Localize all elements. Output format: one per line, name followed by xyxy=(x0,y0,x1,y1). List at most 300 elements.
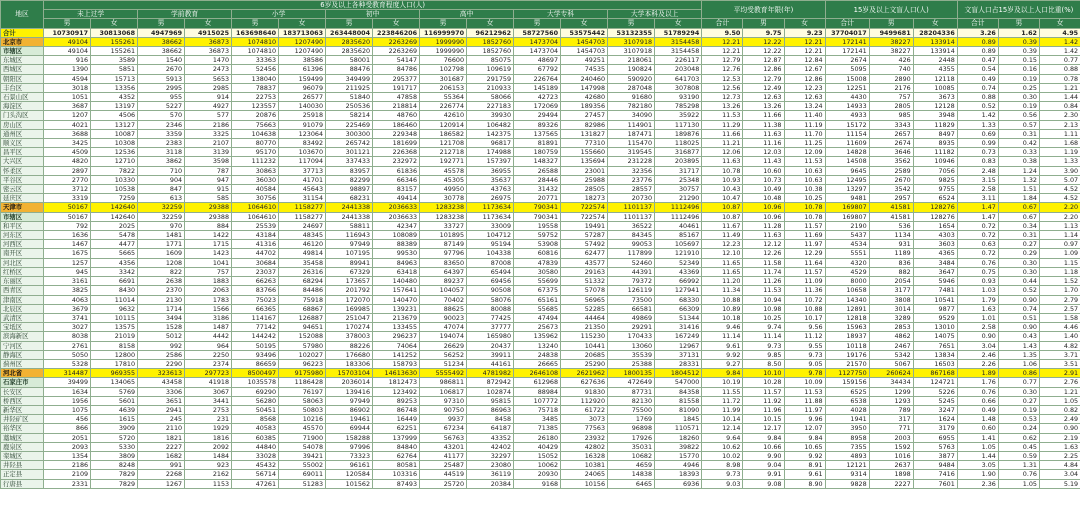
table-cell[interactable]: 96223 xyxy=(279,359,326,368)
row-region-name[interactable]: 河东区 xyxy=(1,231,44,240)
table-cell[interactable]: 3.71 xyxy=(1039,350,1080,359)
table-cell[interactable]: 96161 xyxy=(326,461,373,470)
table-cell[interactable]: 53132355 xyxy=(608,28,655,37)
table-cell[interactable]: 10115 xyxy=(91,313,138,322)
table-cell[interactable]: 0.15 xyxy=(998,56,1039,65)
table-cell[interactable]: 0.52 xyxy=(998,286,1039,295)
table-cell[interactable]: 22753 xyxy=(232,93,279,102)
table-cell[interactable]: 1074810 xyxy=(232,47,279,56)
table-cell[interactable]: 8935 xyxy=(913,139,957,148)
table-cell[interactable]: 141252 xyxy=(373,350,420,359)
row-region-name[interactable]: 武清区 xyxy=(1,313,44,322)
table-cell[interactable]: 1714 xyxy=(138,304,185,313)
table-cell[interactable]: 19176 xyxy=(825,350,869,359)
table-cell[interactable]: 47839 xyxy=(514,258,561,267)
table-cell[interactable]: 169807 xyxy=(825,212,869,221)
header-male[interactable]: 男 xyxy=(326,19,373,28)
table-cell[interactable]: 301121 xyxy=(326,148,373,157)
table-cell[interactable]: 44161 xyxy=(467,359,514,368)
table-cell[interactable]: 26588 xyxy=(514,166,561,175)
table-cell[interactable]: 2290 xyxy=(138,359,185,368)
table-cell[interactable]: 95194 xyxy=(467,240,514,249)
table-cell[interactable]: 159156 xyxy=(825,378,869,387)
table-cell[interactable]: 19461 xyxy=(326,415,373,424)
table-cell[interactable]: 38227 xyxy=(869,37,913,46)
table-cell[interactable]: 58811 xyxy=(326,221,373,230)
table-cell[interactable]: 0.67 xyxy=(998,203,1039,212)
table-cell[interactable]: 5720 xyxy=(91,433,138,442)
table-cell[interactable]: 106817 xyxy=(420,387,467,396)
table-cell[interactable]: 25720 xyxy=(420,479,467,488)
table-cell[interactable]: 9937 xyxy=(420,415,467,424)
table-cell[interactable]: 2176 xyxy=(869,83,913,92)
table-cell[interactable]: 0.74 xyxy=(998,304,1039,313)
header-illiterate-ratio[interactable]: 文盲人口占15岁及以上人口比重(%) xyxy=(957,1,1080,19)
table-cell[interactable]: 155660 xyxy=(561,148,608,157)
table-cell[interactable]: 61396 xyxy=(279,65,326,74)
table-cell[interactable]: 11.99 xyxy=(702,405,743,414)
table-cell[interactable]: 231 xyxy=(185,415,232,424)
table-cell[interactable]: 44840 xyxy=(232,442,279,451)
table-cell[interactable]: 88389 xyxy=(373,240,420,249)
table-cell[interactable]: 7259 xyxy=(91,194,138,203)
table-row[interactable] xyxy=(1,166,1080,175)
table-cell[interactable]: 139231 xyxy=(373,304,420,313)
table-cell[interactable]: 114167 xyxy=(232,313,279,322)
table-cell[interactable]: 52456 xyxy=(232,65,279,74)
table-cell[interactable]: 42723 xyxy=(514,93,561,102)
table-cell[interactable]: 7416 xyxy=(913,470,957,479)
table-cell[interactable]: 2109 xyxy=(44,470,91,479)
table-cell[interactable]: 4021 xyxy=(44,120,91,129)
table-cell[interactable]: 3494 xyxy=(138,313,185,322)
row-region-name[interactable]: 津南区 xyxy=(1,295,44,304)
table-cell[interactable]: 4529 xyxy=(825,267,869,276)
table-cell[interactable]: 51283 xyxy=(279,479,326,488)
table-cell[interactable]: 2110 xyxy=(138,424,185,433)
table-cell[interactable]: 1654 xyxy=(913,221,957,230)
table-cell[interactable]: 231228 xyxy=(608,157,655,166)
table-cell[interactable]: 78837 xyxy=(232,83,279,92)
table-cell[interactable]: 64187 xyxy=(467,424,514,433)
table-cell[interactable]: 41316 xyxy=(232,240,279,249)
table-cell[interactable]: 17926 xyxy=(608,433,655,442)
table-cell[interactable]: 15770 xyxy=(655,451,702,460)
table-cell[interactable]: 35922 xyxy=(655,111,702,120)
table-cell[interactable]: 13.24 xyxy=(784,102,825,111)
table-cell[interactable]: 21019 xyxy=(91,332,138,341)
table-cell[interactable]: 2346 xyxy=(138,120,185,129)
table-cell[interactable]: 170274 xyxy=(326,323,373,332)
table-cell[interactable]: 11.34 xyxy=(702,286,743,295)
table-cell[interactable]: 51344 xyxy=(655,313,702,322)
table-cell[interactable]: 79372 xyxy=(608,277,655,286)
table-cell[interactable]: 8568 xyxy=(232,415,279,424)
table-cell[interactable]: 1390 xyxy=(44,65,91,74)
table-cell[interactable]: 117094 xyxy=(279,157,326,166)
table-cell[interactable]: 9.96 xyxy=(784,415,825,424)
table-cell[interactable]: 2670 xyxy=(869,175,913,184)
table-cell[interactable]: 12.21 xyxy=(702,47,743,56)
row-region-name[interactable]: 南开区 xyxy=(1,249,44,258)
table-cell[interactable]: 76197 xyxy=(279,387,326,396)
table-cell[interactable]: 296237 xyxy=(373,332,420,341)
table-cell[interactable]: 12.21 xyxy=(784,37,825,46)
table-cell[interactable]: 8248 xyxy=(91,461,138,470)
table-cell[interactable]: 49104 xyxy=(44,37,91,46)
table-cell[interactable]: 0.90 xyxy=(998,323,1039,332)
table-cell[interactable]: 1186428 xyxy=(279,378,326,387)
table-cell[interactable]: 12.12 xyxy=(743,240,784,249)
table-cell[interactable]: 1.03 xyxy=(957,286,998,295)
table-cell[interactable]: 157397 xyxy=(467,157,514,166)
row-region-name[interactable]: 桥西区 xyxy=(1,396,44,405)
table-cell[interactable]: 4477 xyxy=(91,240,138,249)
table-cell[interactable]: 4430 xyxy=(825,93,869,102)
table-cell[interactable]: 23037 xyxy=(232,267,279,276)
table-row[interactable] xyxy=(1,405,1080,414)
table-cell[interactable]: 10.25 xyxy=(743,313,784,322)
table-cell[interactable]: 167249 xyxy=(655,332,702,341)
table-cell[interactable]: 782180 xyxy=(608,102,655,111)
table-cell[interactable]: 0.76 xyxy=(998,470,1039,479)
table-row[interactable] xyxy=(1,258,1080,267)
table-cell[interactable]: 426 xyxy=(869,56,913,65)
table-cell[interactable]: 456 xyxy=(44,415,91,424)
table-cell[interactable]: 1.48 xyxy=(957,415,998,424)
table-cell[interactable]: 10381 xyxy=(561,461,608,470)
table-cell[interactable]: 10.88 xyxy=(702,295,743,304)
table-cell[interactable]: 68231 xyxy=(326,194,373,203)
table-cell[interactable]: 1812473 xyxy=(373,378,420,387)
table-row[interactable] xyxy=(1,387,1080,396)
table-cell[interactable]: 10330 xyxy=(91,175,138,184)
table-cell[interactable]: 43201 xyxy=(420,442,467,451)
table-cell[interactable]: 627636 xyxy=(561,378,608,387)
table-cell[interactable]: 10.15 xyxy=(743,415,784,424)
table-cell[interactable]: 2897 xyxy=(44,166,91,175)
table-row[interactable] xyxy=(1,359,1080,368)
table-row[interactable] xyxy=(1,415,1080,424)
table-cell[interactable]: 5551 xyxy=(825,249,869,258)
table-cell[interactable]: 297723 xyxy=(185,369,232,378)
table-cell[interactable]: 1016 xyxy=(869,451,913,460)
table-cell[interactable]: 212718 xyxy=(420,148,467,157)
table-cell[interactable]: 33363 xyxy=(232,56,279,65)
table-cell[interactable]: 12.17 xyxy=(743,424,784,433)
table-cell[interactable]: 12891 xyxy=(825,304,869,313)
table-cell[interactable]: 49251 xyxy=(561,56,608,65)
table-cell[interactable]: 98897 xyxy=(326,185,373,194)
table-cell[interactable]: 12.22 xyxy=(743,47,784,56)
table-cell[interactable]: 38662 xyxy=(138,47,185,56)
table-cell[interactable]: 5665 xyxy=(91,249,138,258)
table-cell[interactable]: 2995 xyxy=(138,83,185,92)
table-cell[interactable]: 118025 xyxy=(655,139,702,148)
table-cell[interactable]: 1715 xyxy=(185,240,232,249)
table-cell[interactable]: 10.19 xyxy=(702,378,743,387)
header-avg-years[interactable]: 平均受教育年限(年) xyxy=(702,1,825,19)
table-cell[interactable]: 787 xyxy=(185,166,232,175)
table-cell[interactable]: 2054 xyxy=(869,277,913,286)
row-region-name[interactable]: 静海区 xyxy=(1,350,44,359)
table-cell[interactable]: 37704017 xyxy=(825,28,869,37)
table-cell[interactable]: 56763 xyxy=(420,433,467,442)
row-region-name[interactable]: 石景山区 xyxy=(1,93,44,102)
table-cell[interactable]: 43763 xyxy=(467,185,514,194)
row-region-name[interactable]: 河北区 xyxy=(1,258,44,267)
table-cell[interactable]: 71385 xyxy=(514,424,561,433)
table-cell[interactable]: 641703 xyxy=(655,74,702,83)
table-cell[interactable]: 66263 xyxy=(232,277,279,286)
table-cell[interactable]: 1956 xyxy=(44,396,91,405)
table-cell[interactable]: 23001 xyxy=(561,166,608,175)
table-cell[interactable]: 12.21 xyxy=(784,47,825,56)
table-cell[interactable]: 12.84 xyxy=(784,56,825,65)
table-cell[interactable]: 61836 xyxy=(373,166,420,175)
table-cell[interactable]: 2985 xyxy=(185,83,232,92)
table-cell[interactable]: 11.26 xyxy=(743,277,784,286)
row-region-name[interactable]: 市辖区 xyxy=(1,212,44,221)
table-cell[interactable]: 2227 xyxy=(138,442,185,451)
table-cell[interactable]: 47261 xyxy=(232,479,279,488)
table-cell[interactable]: 6524 xyxy=(913,194,957,203)
table-cell[interactable]: 882 xyxy=(869,267,913,276)
table-cell[interactable]: 49950 xyxy=(420,185,467,194)
table-cell[interactable]: 88984 xyxy=(514,387,561,396)
table-cell[interactable]: 5226 xyxy=(913,387,957,396)
table-cell[interactable]: 3877 xyxy=(913,451,957,460)
table-cell[interactable]: 1484 xyxy=(185,451,232,460)
table-cell[interactable]: 1.47 xyxy=(957,203,998,212)
table-cell[interactable]: 11.67 xyxy=(702,221,743,230)
table-cell[interactable]: 183306 xyxy=(326,359,373,368)
table-cell[interactable]: 12.26 xyxy=(743,249,784,258)
table-cell[interactable]: 10.60 xyxy=(743,166,784,175)
header-male[interactable]: 男 xyxy=(998,19,1039,28)
table-cell[interactable]: 139416 xyxy=(326,387,373,396)
table-cell[interactable]: 2250 xyxy=(185,350,232,359)
table-cell[interactable]: 0.89 xyxy=(957,37,998,46)
table-cell[interactable]: 10.62 xyxy=(702,442,743,451)
table-cell[interactable]: 68330 xyxy=(655,295,702,304)
table-cell[interactable]: 1267 xyxy=(138,479,185,488)
table-cell[interactable]: 1101137 xyxy=(608,203,655,212)
table-cell[interactable]: 12.23 xyxy=(702,240,743,249)
table-cell[interactable]: 1769 xyxy=(608,415,655,424)
table-cell[interactable]: 115470 xyxy=(608,139,655,148)
table-cell[interactable]: 2186 xyxy=(44,461,91,470)
row-region-name[interactable]: 丰台区 xyxy=(1,83,44,92)
table-cell[interactable]: 108089 xyxy=(373,231,420,240)
table-cell[interactable]: 1481 xyxy=(138,231,185,240)
table-cell[interactable]: 3186 xyxy=(185,313,232,322)
table-cell[interactable]: 4781982 xyxy=(467,369,514,378)
table-cell[interactable]: 4509 xyxy=(44,148,91,157)
table-cell[interactable]: 0.76 xyxy=(957,387,998,396)
table-cell[interactable]: 23932 xyxy=(561,433,608,442)
table-cell[interactable]: 3014 xyxy=(869,304,913,313)
table-cell[interactable]: 4442 xyxy=(185,332,232,341)
table-cell[interactable]: 3247 xyxy=(913,405,957,414)
table-cell[interactable]: 147998 xyxy=(561,83,608,92)
row-region-name[interactable]: 河北省 xyxy=(1,369,44,378)
table-cell[interactable]: 28204336 xyxy=(913,28,957,37)
table-cell[interactable]: 11.49 xyxy=(702,231,743,240)
table-cell[interactable]: 49414 xyxy=(373,194,420,203)
table-cell[interactable]: 66346 xyxy=(373,175,420,184)
table-cell[interactable]: 41918 xyxy=(185,378,232,387)
row-region-name[interactable]: 市辖区 xyxy=(1,47,44,56)
table-cell[interactable]: 96898 xyxy=(608,424,655,433)
table-cell[interactable]: 39930 xyxy=(467,111,514,120)
table-cell[interactable]: 3027 xyxy=(44,323,91,332)
header-education-group[interactable]: 6岁及以上各种受教育程度人口(人) xyxy=(44,1,702,10)
header-male[interactable]: 男 xyxy=(608,19,655,28)
row-region-name[interactable]: 鹿泉区 xyxy=(1,442,44,451)
table-cell[interactable]: 112920 xyxy=(561,396,608,405)
table-row[interactable] xyxy=(1,442,1080,451)
table-cell[interactable]: 26577 xyxy=(279,93,326,102)
table-cell[interactable]: 0.30 xyxy=(998,258,1039,267)
table-cell[interactable]: 21290 xyxy=(655,194,702,203)
table-cell[interactable]: 5437 xyxy=(825,231,869,240)
table-cell[interactable]: 1.33 xyxy=(957,120,998,129)
table-cell[interactable]: 97310 xyxy=(420,396,467,405)
table-cell[interactable]: 67792 xyxy=(514,65,561,74)
table-cell[interactable]: 1207490 xyxy=(279,47,326,56)
table-cell[interactable]: 0.82 xyxy=(1039,405,1080,414)
table-cell[interactable]: 213679 xyxy=(373,313,420,322)
table-row[interactable] xyxy=(1,56,1080,65)
table-cell[interactable]: 1.63 xyxy=(957,304,998,313)
table-cell[interactable]: 3139 xyxy=(185,148,232,157)
table-cell[interactable]: 0.39 xyxy=(998,37,1039,46)
table-cell[interactable]: 1.68 xyxy=(1039,139,1080,148)
table-cell[interactable]: 37777 xyxy=(467,323,514,332)
table-cell[interactable]: 3825 xyxy=(44,286,91,295)
table-cell[interactable]: 1.01 xyxy=(957,313,998,322)
table-cell[interactable]: 2448 xyxy=(913,56,957,65)
table-cell[interactable]: 3688 xyxy=(44,129,91,138)
table-cell[interactable]: 15963 xyxy=(825,323,869,332)
table-cell[interactable]: 51332 xyxy=(561,277,608,286)
table-cell[interactable]: 13297 xyxy=(825,185,869,194)
table-cell[interactable]: 4594 xyxy=(44,74,91,83)
table-cell[interactable]: 2441338 xyxy=(326,203,373,212)
table-cell[interactable]: 1929 xyxy=(185,424,232,433)
table-cell[interactable]: 945 xyxy=(44,267,91,276)
table-cell[interactable]: 3359 xyxy=(138,129,185,138)
table-row[interactable] xyxy=(1,120,1080,129)
table-cell[interactable]: 163698640 xyxy=(232,28,279,37)
table-cell[interactable]: 0.89 xyxy=(957,47,998,56)
table-cell[interactable]: 5851 xyxy=(91,65,138,74)
table-cell[interactable]: 102027 xyxy=(279,350,326,359)
table-cell[interactable]: 9.73 xyxy=(743,341,784,350)
table-cell[interactable]: 109619 xyxy=(467,65,514,74)
table-cell[interactable]: 790341 xyxy=(514,203,561,212)
table-cell[interactable]: 14828 xyxy=(825,148,869,157)
table-cell[interactable]: 20384 xyxy=(467,479,514,488)
table-cell[interactable]: 189876 xyxy=(655,129,702,138)
table-cell[interactable]: 48697 xyxy=(514,56,561,65)
table-cell[interactable]: 18393 xyxy=(655,470,702,479)
table-cell[interactable]: 785298 xyxy=(655,102,702,111)
table-cell[interactable]: 2107 xyxy=(185,139,232,148)
table-cell[interactable]: 169807 xyxy=(825,203,869,212)
table-cell[interactable]: 107195 xyxy=(326,249,373,258)
table-cell[interactable]: 40583 xyxy=(232,424,279,433)
table-cell[interactable]: 710 xyxy=(138,166,185,175)
table-cell[interactable]: 0.30 xyxy=(998,93,1039,102)
table-cell[interactable]: 114901 xyxy=(608,120,655,129)
table-cell[interactable]: 9.03 xyxy=(702,479,743,488)
table-cell[interactable]: 37713 xyxy=(279,166,326,175)
table-cell[interactable]: 135694 xyxy=(561,157,608,166)
table-cell[interactable]: 0.49 xyxy=(957,405,998,414)
table-cell[interactable]: 223846206 xyxy=(373,28,420,37)
table-cell[interactable]: 14508 xyxy=(825,157,869,166)
table-cell[interactable]: 133914 xyxy=(913,47,957,56)
table-cell[interactable]: 24697 xyxy=(279,221,326,230)
table-cell[interactable]: 0.88 xyxy=(957,93,998,102)
row-region-name[interactable]: 通州区 xyxy=(1,129,44,138)
table-cell[interactable]: 9.55 xyxy=(784,341,825,350)
table-cell[interactable]: 86963 xyxy=(467,405,514,414)
table-cell[interactable]: 0.33 xyxy=(998,148,1039,157)
row-region-name[interactable]: 房山区 xyxy=(1,120,44,129)
table-cell[interactable]: 20437 xyxy=(467,341,514,350)
table-cell[interactable]: 1.35 xyxy=(998,350,1039,359)
table-cell[interactable]: 52460 xyxy=(608,258,655,267)
table-cell[interactable]: 35458 xyxy=(279,258,326,267)
header-total[interactable]: 合计 xyxy=(702,19,743,28)
table-cell[interactable]: 33009 xyxy=(467,221,514,230)
table-cell[interactable]: 36119 xyxy=(467,470,514,479)
table-cell[interactable]: 128276 xyxy=(913,212,957,221)
table-cell[interactable]: 81090 xyxy=(655,405,702,414)
table-cell[interactable]: 316877 xyxy=(655,148,702,157)
table-cell[interactable]: 3018 xyxy=(44,83,91,92)
row-region-name[interactable]: 北京市 xyxy=(1,37,44,46)
table-cell[interactable]: 28505 xyxy=(561,185,608,194)
table-cell[interactable]: 5.07 xyxy=(1039,175,1080,184)
table-cell[interactable]: 1423 xyxy=(185,249,232,258)
table-cell[interactable]: 12.87 xyxy=(743,56,784,65)
header-total[interactable]: 合计 xyxy=(957,19,998,28)
table-cell[interactable]: 91079 xyxy=(279,120,326,129)
table-cell[interactable]: 53908 xyxy=(514,240,561,249)
table-cell[interactable]: 2770 xyxy=(44,175,91,184)
table-cell[interactable]: 2473 xyxy=(185,65,232,74)
table-cell[interactable]: 0.66 xyxy=(957,396,998,405)
table-cell[interactable]: 97996 xyxy=(326,442,373,451)
table-cell[interactable]: 2638 xyxy=(138,277,185,286)
table-cell[interactable]: 29388 xyxy=(185,203,232,212)
table-cell[interactable]: 69944 xyxy=(326,424,373,433)
table-cell[interactable]: 1.84 xyxy=(998,194,1039,203)
table-cell[interactable]: 57078 xyxy=(561,286,608,295)
table-cell[interactable]: 1035578 xyxy=(232,378,279,387)
table-cell[interactable]: 91830 xyxy=(561,387,608,396)
table-cell[interactable]: 1.40 xyxy=(1039,332,1080,341)
table-cell[interactable]: 4659 xyxy=(608,461,655,470)
table-cell[interactable]: 11.09 xyxy=(784,277,825,286)
table-cell[interactable]: 133914 xyxy=(913,37,957,46)
table-cell[interactable]: 66365 xyxy=(232,304,279,313)
table-cell[interactable]: 1771 xyxy=(138,240,185,249)
